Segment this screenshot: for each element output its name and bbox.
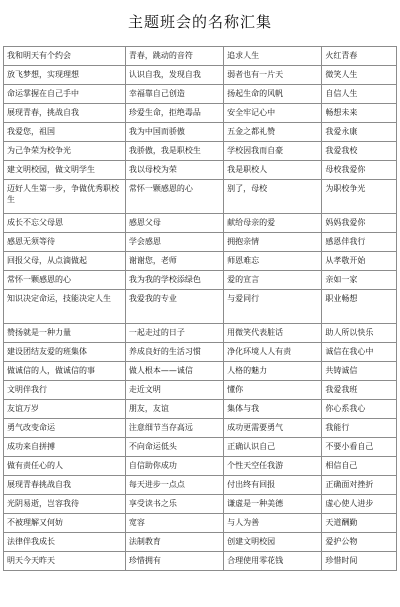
table-cell: 走近文明: [125, 381, 223, 400]
table-cell: 做有责任心的人: [4, 457, 126, 476]
table-cell: 我为中国而骄傲: [125, 123, 223, 142]
table-cell: 迈好人生第一步，争做优秀职校生: [4, 180, 126, 214]
table-cell: 知识决定命运，技能决定人生: [4, 290, 126, 324]
table-cell: 谦虚是一种美德: [224, 495, 322, 514]
table-cell: 微笑人生: [322, 66, 397, 85]
table-cell: 常怀一颗感恩的心: [4, 271, 126, 290]
table-cell: 为己争荣为校争光: [4, 142, 126, 161]
table-cell: 我为我的学校添绿色: [125, 271, 223, 290]
table-cell: 不向命运低头: [125, 438, 223, 457]
page-title: 主题班会的名称汇集: [127, 13, 272, 31]
table-cell: 火红青春: [322, 47, 397, 66]
table-cell: 放飞梦想，实现理想: [4, 66, 126, 85]
table-cell: 我爱我校: [322, 142, 397, 161]
table-cell: 职业畅想: [322, 290, 397, 324]
table-cell: 珍惜时间: [322, 552, 397, 571]
table-cell: 从孝敬开始: [322, 252, 397, 271]
table-row: [4, 381, 397, 400]
table-cell: 赞扬就是一种力量: [4, 324, 126, 343]
table-row: [4, 271, 397, 290]
table-cell: 个性天空任我游: [224, 457, 322, 476]
table-cell: 自信人生: [322, 85, 397, 104]
table-cell: 母校我爱你: [322, 161, 397, 180]
table-row: [4, 252, 397, 271]
table-cell: 懂你: [224, 381, 322, 400]
table-cell: 注意细节当存高远: [125, 419, 223, 438]
table-cell: 勇气改变命运: [4, 419, 126, 438]
table-cell: 展现青春挑战自我: [4, 476, 126, 495]
table-cell: 天道酬勤: [322, 514, 397, 533]
class-meeting-names-table: [3, 46, 397, 571]
table-cell: 养成良好的生活习惯: [125, 343, 223, 362]
table-cell: 共铸诚信: [322, 362, 397, 381]
table-cell: 做人根本——诚信: [125, 362, 223, 381]
table-cell: 人格的魅力: [224, 362, 322, 381]
table-cell: 不被理解又何妨: [4, 514, 126, 533]
table-cell: 弱者也有一片天: [224, 66, 322, 85]
table-cell: 我骄傲，我是职校生: [125, 142, 223, 161]
table-row: [4, 123, 397, 142]
table-cell: 我爱我的专业: [125, 290, 223, 324]
table-cell: 净化环境人人有责: [224, 343, 322, 362]
table-cell: 成功来自拼搏: [4, 438, 126, 457]
table-cell: 集体与我: [224, 400, 322, 419]
table-cell: 成长不忘父母恩: [4, 214, 126, 233]
table-cell: 拥抱亲情: [224, 233, 322, 252]
table-cell: 明天今天昨天: [4, 552, 126, 571]
table-cell: 幸福靠自己创造: [125, 85, 223, 104]
table-cell: 正确认识自己: [224, 438, 322, 457]
table-cell: 我和明天有个约会: [4, 47, 126, 66]
table-row: [4, 85, 397, 104]
table-cell: 扬起生命的风帆: [224, 85, 322, 104]
table-cell: 妈妈我爱你: [322, 214, 397, 233]
table-row: [4, 438, 397, 457]
table-row: [4, 476, 397, 495]
table-cell: 展现青春，挑战自我: [4, 104, 126, 123]
table-cell: 付出终有回报: [224, 476, 322, 495]
table-row: [4, 47, 397, 66]
table-row: [4, 533, 397, 552]
table-row: [4, 233, 397, 252]
table-cell: 与爱同行: [224, 290, 322, 324]
table-row: [4, 142, 397, 161]
table-cell: 亲如一家: [322, 271, 397, 290]
table-cell: 我爱我班: [322, 381, 397, 400]
table-body: [4, 47, 397, 571]
table-row: [4, 104, 397, 123]
table-cell: 谢谢您，老师: [125, 252, 223, 271]
table-row: [4, 400, 397, 419]
table-cell: 建设团结友爱的班集体: [4, 343, 126, 362]
table-row: [4, 457, 397, 476]
table-cell: 相信自己: [322, 457, 397, 476]
table-cell: 安全牢记心中: [224, 104, 322, 123]
table-cell: 为职校争光: [322, 180, 397, 214]
table-cell: 命运掌握在自己手中: [4, 85, 126, 104]
table-cell: 师恩难忘: [224, 252, 322, 271]
table-cell: 爱护公物: [322, 533, 397, 552]
table-row: [4, 362, 397, 381]
table-row: [4, 343, 397, 362]
table-cell: 感恩父母: [125, 214, 223, 233]
table-cell: 我爱永康: [322, 123, 397, 142]
table-cell: 畅想未来: [322, 104, 397, 123]
table-cell: 友谊万岁: [4, 400, 126, 419]
table-cell: 自信助你成功: [125, 457, 223, 476]
table-row: [4, 419, 397, 438]
table-cell: 我能行: [322, 419, 397, 438]
table-cell: 宽容: [125, 514, 223, 533]
table-cell: 朋友，友谊: [125, 400, 223, 419]
table-cell: 爱的宣言: [224, 271, 322, 290]
table-cell: 认识自我，发现自我: [125, 66, 223, 85]
table-row: [4, 214, 397, 233]
table-cell: 光阴易逝，岂容我待: [4, 495, 126, 514]
table-cell: 我是职校人: [224, 161, 322, 180]
table-cell: 学会感恩: [125, 233, 223, 252]
table-cell: 与人为善: [224, 514, 322, 533]
table-cell: 珍惜拥有: [125, 552, 223, 571]
table-cell: 法制教育: [125, 533, 223, 552]
table-cell: 回报父母，从点滴做起: [4, 252, 126, 271]
table-row: [4, 495, 397, 514]
table-row: [4, 324, 397, 343]
table-cell: 创建文明校园: [224, 533, 322, 552]
table-cell: 正确面对挫折: [322, 476, 397, 495]
table-cell: 做诚信的人，做诚信的事: [4, 362, 126, 381]
table-cell: 诚信在我心中: [322, 343, 397, 362]
table-cell: 五金之都礼赞: [224, 123, 322, 142]
table-row: [4, 180, 397, 214]
table-cell: 助人所以快乐: [322, 324, 397, 343]
table-cell: 我爱您，祖国: [4, 123, 126, 142]
table-cell: 法律伴我成长: [4, 533, 126, 552]
table-cell: 常怀一颗感恩的心: [125, 180, 223, 214]
table-cell: 感恩无须等待: [4, 233, 126, 252]
table-cell: 我以母校为荣: [125, 161, 223, 180]
table-row: [4, 161, 397, 180]
table-cell: 珍爱生命，拒绝毒品: [125, 104, 223, 123]
table-row: [4, 66, 397, 85]
table-cell: 你心系我心: [322, 400, 397, 419]
table-cell: 别了，母校: [224, 180, 322, 214]
table-row: [4, 552, 397, 571]
table-cell: 建文明校园，做文明学生: [4, 161, 126, 180]
table-cell: 合理使用零花钱: [224, 552, 322, 571]
table-cell: 享受读书之乐: [125, 495, 223, 514]
table-cell: 一起走过的日子: [125, 324, 223, 343]
table-cell: 青春，跳动的音符: [125, 47, 223, 66]
table-cell: 学校因我而自豪: [224, 142, 322, 161]
table-row: [4, 290, 397, 324]
table-cell: 感恩伴我行: [322, 233, 397, 252]
table-cell: 文明伴我行: [4, 381, 126, 400]
table-cell: 用微笑代表脏话: [224, 324, 322, 343]
table-cell: 每天进步一点点: [125, 476, 223, 495]
table-cell: 虚心使人进步: [322, 495, 397, 514]
table-cell: 追求人生: [224, 47, 322, 66]
table-cell: 成功更需要勇气: [224, 419, 322, 438]
table-row: [4, 514, 397, 533]
table-cell: 献给母亲的爱: [224, 214, 322, 233]
table-cell: 不要小看自己: [322, 438, 397, 457]
